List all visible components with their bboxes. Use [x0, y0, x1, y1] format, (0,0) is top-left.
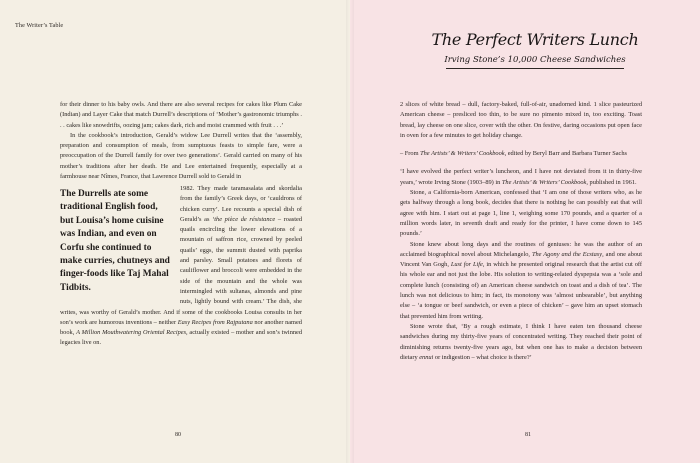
paragraph-stone-confession: Stone, a California-born American, confessed that ‘I am one of those writers who, as he gets halfway through a long book, decides that there is nothing he can possibly eat that will agree with him. I start out at page 1, line 1, weighing some 170 pounds, and a quarter of a million words later, in seventh draft and ready for the printer, I have come down to 145 pounds.’	[400, 189, 642, 238]
text-run: Stone wrote that, ‘By a rough estimate, I think I have eaten ten thousand cheese sandwiches during my thirty-five years of concentrated writing. They reached their point of diminishing returns twenty-five years ago, but when one has to make a decision between dietary	[400, 322, 642, 361]
recipe-title-block	[420, 30, 650, 69]
text-run: – roasted quails encircling the lower elevations of a mountain of saffron rice, crowned by peeled quails’ eggs, the summit dusted with paprika and parsley. Small potatoes and florets of cauliflower and broccoli were embedded in the side of the mountain and the whole was intermingled with sultanas, almonds and pine nuts, lightly bound with cream.’ The dish, she writes, was worthy of Gerald’s mother. And if some of the cookbooks Louisa consults in her son’s work are humorous inventions – neither	[60, 215, 302, 326]
recipe-subtitle: Irving Stone’s 10,000 Cheese Sandwiches	[444, 55, 626, 65]
text-run: , actually existed – mother and son’s twinned legacies live on.	[60, 329, 303, 347]
text-run: – From	[400, 150, 421, 158]
pull-quote: The Durrells ate some traditional English food, but Louisa’s home cuisine was Indian, and even on Corfu she continued to make curries, chutneys and finger-foods like Taj Mahal Tidbits.	[60, 189, 170, 293]
text-run: or indigestion – what choice is there?’	[433, 353, 532, 361]
book-title: Lust for Life	[450, 261, 483, 269]
book-title: A Million Mouthwatering Oriental Recipes	[76, 329, 187, 337]
title-underline	[446, 68, 624, 69]
text-run: , published in 1961.	[586, 178, 637, 186]
page-number-right: 81	[525, 432, 531, 438]
paragraph-introduction: In the cookbook’s introduction, Gerald’s widow Lee Durrell writes that the ‘assembly, preparation and consumption of meals, from sumptuous feasts to simple fare, were a preoccupation of the Durrell family for over two generations’. Gerald carried on many of his mother’s traditions after her death. He and Lee entertained frequently, especially at a farmhouse near Nîmes, France, that Lawrence Durrell sold to Gerald in	[60, 131, 302, 181]
text-run: Stone knew about long days and the routines of geniuses: he was the author of an acclaimed biographical novel about Michelangelo,	[400, 240, 642, 258]
book-title: The Agony and the Ecstasy	[531, 250, 603, 258]
text-italic: ‘the pièce de résistance	[212, 215, 276, 223]
right-column	[400, 100, 642, 363]
book-title: The Artists’ & Writers’ Cookbook	[501, 178, 587, 186]
book-gutter	[346, 0, 354, 463]
book-title: Easy Recipes from Rajputana	[177, 318, 253, 326]
paragraph-stone-routines	[400, 240, 642, 322]
paragraph-stone-quote	[400, 167, 642, 188]
spacer	[400, 141, 642, 149]
text-run: , in which he presented original research that the artist cut off his whole ear and not just the lobe. His solution to writing-related dyspepsia was a ‘sole and complete lunch (consisting of) an American cheese sandwich on toast and a dish of tea’. The lunch was not delicious to him; in fact, its monotony was ‘almost unbearable’, but anything else – ‘a tongue or beef sandwich, or even a piece of chicken’ – gave him an upset stomach that prevented him from writing.	[400, 261, 642, 320]
text-italic: ennui	[419, 353, 434, 361]
recipe-source	[400, 149, 642, 159]
left-column-wrap	[60, 184, 302, 349]
running-head: The Writer’s Table	[15, 22, 64, 29]
book-title: The Artists’ & Writers’ Cookbook	[420, 150, 505, 158]
paragraph-intro: for their dinner to his baby owls. And there are also several recipes for cakes like Plum Cake (Indian) and Layer Cake that match Durrell’s descriptions of ‘Mother’s gastronomic triumphs . . . cakes like snowdrifts, oozing jam; cakes dark, rich and moist crammed with fruit . . .’	[60, 101, 302, 129]
recipe-text: 2 slices of white bread – dull, factory-baked, full-of-air, unadorned kind. 1 slice pasteurized American cheese – presliced too thin, to be sure no pimento mixed in, too exciting. Toast bread, lay cheese on one slice, cover with the other. On festive, daring occasions put open face in oven for a few minutes to get holiday change.	[400, 101, 642, 139]
recipe-title: The Perfect Writers Lunch	[431, 30, 639, 49]
page-number-left: 80	[175, 432, 181, 438]
text-run: , and one about Vincent Van Gogh,	[400, 250, 642, 269]
text-run: nor another named book,	[60, 318, 302, 337]
paragraph-stone-estimate	[400, 322, 642, 363]
text-run: ‘I have evolved the perfect writer’s luncheon, and I have not deviated from it in thirty-five years,’ wrote Irving Stone (1903–89) in	[400, 168, 642, 186]
spacer	[400, 159, 642, 167]
text-run: , edited by Beryl Barr and Barbara Turner Sachs	[504, 150, 628, 158]
text-run: 1982. They made taramasalata and skordalia from the family’s Greek days, or ‘cauldrons of chicken curry’. Lee recounts a special dish of Gerald’s as	[180, 185, 302, 223]
left-column-top	[60, 100, 302, 182]
